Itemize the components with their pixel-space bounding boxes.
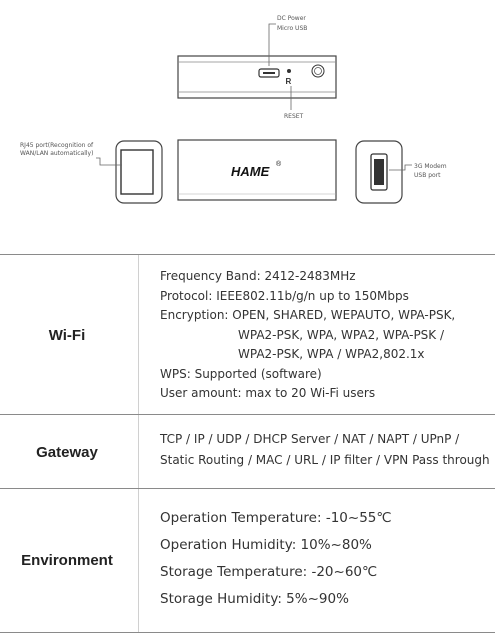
modem-label-line-1: 3G Modem — [414, 163, 447, 170]
storage-temperature: Storage Temperature: -20~60℃ — [160, 564, 378, 580]
wifi-details — [160, 267, 487, 404]
operation-humidity: Operation Humidity: 10%~80% — [160, 537, 372, 553]
operation-temperature: Operation Temperature: -10~55℃ — [160, 510, 392, 526]
dc-power-label: DC Power — [277, 15, 306, 22]
micro-usb-label: Micro USB — [277, 25, 308, 32]
wifi-user-amount: User amount: max to 20 Wi-Fi users — [160, 386, 376, 400]
gateway-protocols: TCP / IP / UDP / DHCP Server / NAT / NAPT / UPnP / — [160, 432, 460, 446]
storage-humidity: Storage Humidity: 5%~90% — [160, 591, 349, 607]
rj45-label-line-1: RJ45 port(Recognition of — [20, 142, 94, 149]
column-divider — [138, 255, 139, 415]
wifi-encryption: Encryption: OPEN, SHARED, WEPAUTO, WPA-PSK, — [160, 308, 456, 322]
gateway-features: Static Routing / MAC / URL / IP filter / VPN Pass through — [160, 453, 490, 467]
environment-row — [0, 488, 495, 633]
wifi-title: Wi-Fi — [48, 326, 86, 344]
column-divider — [138, 489, 139, 632]
wifi-row — [0, 254, 495, 415]
registered-mark: ® — [276, 161, 282, 168]
modem-label-line-2: USB port — [414, 172, 441, 179]
wifi-encryption-cont-1: WPA2-PSK, WPA, WPA2, WPA-PSK / — [238, 327, 445, 342]
reset-mark: R — [285, 77, 292, 86]
wifi-wps: WPS: Supported (software) — [160, 366, 322, 381]
device-top-view — [178, 56, 336, 98]
wifi-frequency: Frequency Band: 2412-2483MHz — [160, 269, 356, 283]
reset-label: RESET — [284, 113, 304, 120]
gateway-details — [160, 429, 490, 471]
dc-power-jack-icon — [312, 65, 324, 77]
wifi-protocol: Protocol: IEEE802.11b/g/n up to 150Mbps — [160, 288, 409, 303]
brand-logo: HAME — [231, 164, 270, 179]
column-divider — [138, 415, 139, 489]
device-diagram — [0, 0, 495, 248]
micro-usb-port-icon — [259, 69, 279, 77]
environment-details — [160, 505, 487, 613]
device-left-side-view — [116, 141, 162, 203]
device-right-side-view — [356, 141, 402, 203]
wifi-encryption-cont-2: WPA2-PSK, WPA / WPA2,802.1x — [238, 347, 425, 361]
specifications-table — [0, 248, 495, 640]
rj45-label-line-2: WAN/LAN automatically) — [20, 150, 94, 157]
gateway-title: Gateway — [36, 443, 98, 461]
environment-title: Environment — [21, 552, 113, 569]
gateway-row — [0, 414, 495, 489]
reset-button-icon — [287, 69, 291, 73]
